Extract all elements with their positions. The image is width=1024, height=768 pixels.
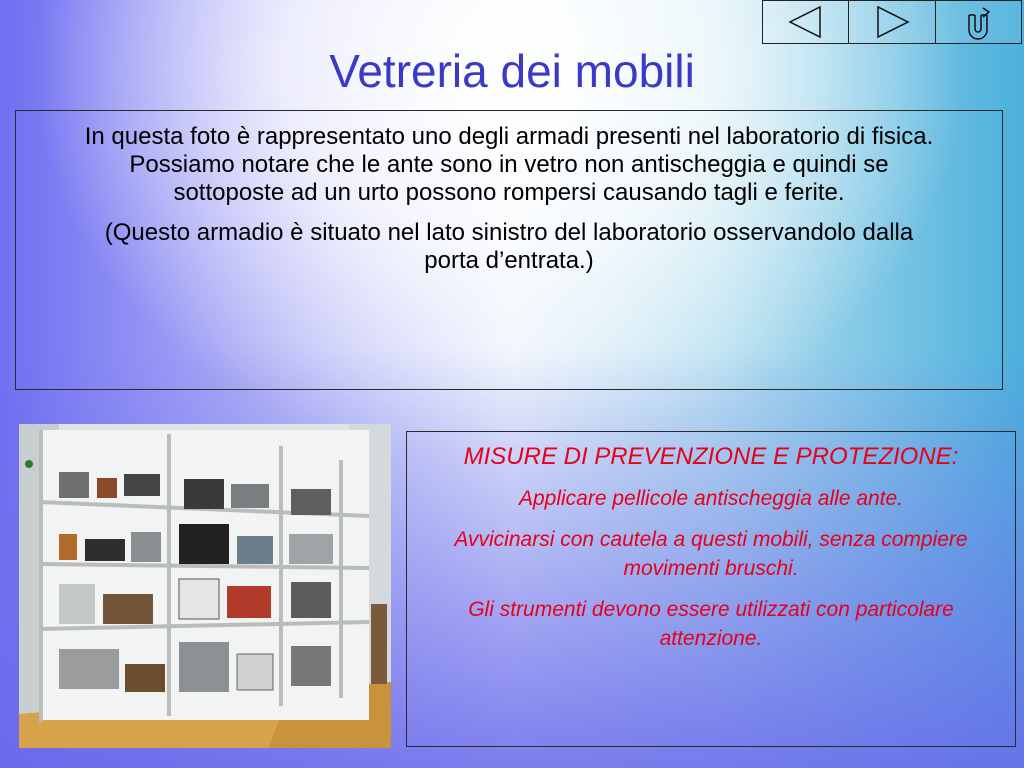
measure-item: Applicare pellicole antischeggia alle ante.	[518, 487, 904, 510]
slide-navigation	[762, 0, 1022, 44]
slide-title: Vetreria dei mobili	[329, 45, 695, 97]
description-box	[15, 110, 1003, 390]
measure-item: Avvicinarsi con cautela a questi mobili, senza compiere movimenti bruschi.	[454, 528, 968, 580]
measure-item: Gli strumenti devono essere utilizzati con particolare attenzione.	[468, 598, 954, 650]
next-slide-button[interactable]	[849, 1, 935, 43]
previous-slide-button[interactable]	[763, 1, 849, 43]
description-note: (Questo armadio è situato nel lato sinistro del laboratorio osservandolo dalla porta d’entrata.)	[104, 219, 914, 274]
description-paragraph: In questa foto è rappresentato uno degli armadi presenti nel laboratorio di fisica. Possiamo notare che le ante sono in vetro non antischeggia e quindi se sottoposte ad un urto possono rompersi causando tagli e ferite.	[84, 123, 934, 206]
return-icon	[958, 4, 998, 40]
forward-arrow-icon	[872, 5, 912, 39]
prevention-measures-box	[406, 431, 1016, 747]
return-button[interactable]	[936, 1, 1021, 43]
cabinet-photo	[19, 424, 391, 748]
measures-title: MISURE DI PREVENZIONE E PROTEZIONE:	[463, 443, 959, 470]
back-arrow-icon	[786, 5, 826, 39]
